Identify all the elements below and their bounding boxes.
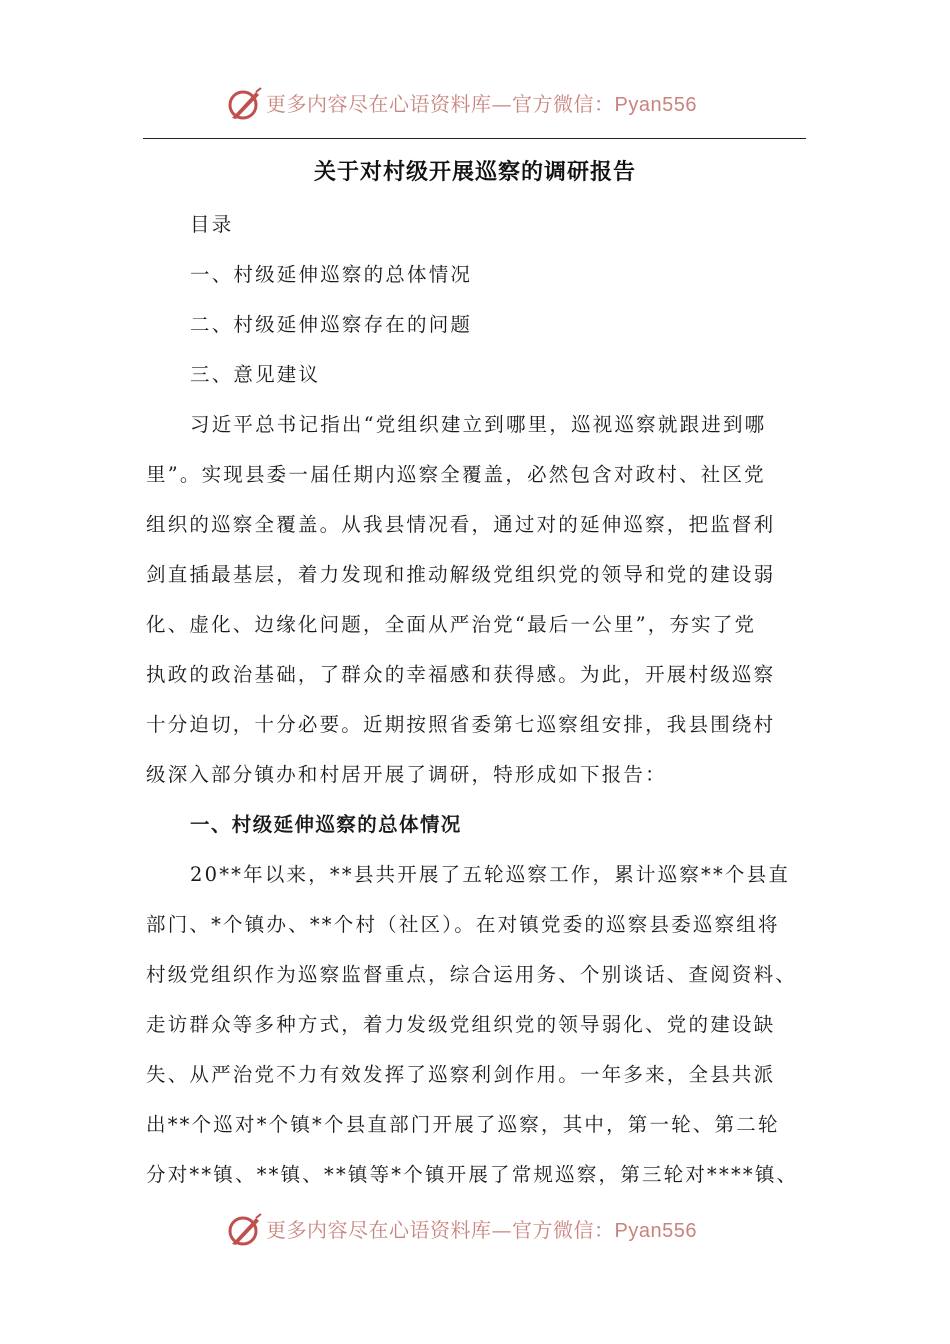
paragraph-line: 部门、*个镇办、**个村（社区）。在对镇党委的巡察县委巡察组将 (146, 913, 780, 936)
paragraph-line: 组织的巡察全覆盖。从我县情况看，通过对的延伸巡察，把监督利 (146, 513, 776, 536)
paragraph-line: 20**年以来，**县共开展了五轮巡察工作，累计巡察**个县直 (190, 863, 791, 886)
paragraph-line: 分对**镇、**镇、**镇等*个镇开展了常规巡察，第三轮对****镇、 (146, 1163, 799, 1186)
paragraph-line: 里”。实现县委一届任期内巡察全覆盖，必然包含对政村、社区党 (146, 463, 766, 486)
section-heading: 一、村级延伸巡察的总体情况 (190, 813, 462, 836)
header-divider (143, 138, 806, 139)
paragraph-line: 剑直插最基层，着力发现和推动解级党组织党的领导和党的建设弱 (146, 563, 776, 586)
banner-wechat-id: Pyan556 (614, 1220, 697, 1242)
paragraph-line: 出**个巡对*个镇*个县直部门开展了巡察，其中，第一轮、第二轮 (146, 1113, 780, 1136)
paragraph-line: 级深入部分镇办和村居开展了调研，特形成如下报告： (146, 763, 667, 786)
paragraph-line: 失、从严治党不力有效发挥了巡察利剑作用。一年多来，全县共派 (146, 1063, 776, 1086)
toc-item: 三、意见建议 (190, 363, 321, 386)
paragraph-line: 习近平总书记指出“党组织建立到哪里，巡视巡察就跟进到哪 (190, 413, 767, 436)
toc-heading: 目录 (190, 213, 234, 236)
header-banner (0, 84, 950, 124)
banner-wechat-id: Pyan556 (614, 94, 697, 116)
paragraph-line: 走访群众等多种方式，着力发级党组织党的领导弱化、党的建设缺 (146, 1013, 776, 1036)
toc-item: 二、村级延伸巡察存在的问题 (190, 313, 473, 336)
paragraph-line: 化、虚化、边缘化问题，全面从严治党“最后一公里”，夯实了党 (146, 613, 757, 636)
document-title: 关于对村级开展巡察的调研报告 (313, 160, 636, 185)
quill-logo-icon (226, 1212, 262, 1248)
banner-text: 更多内容尽在心语资料库—官方微信： (266, 92, 615, 116)
toc-item: 一、村级延伸巡察的总体情况 (190, 263, 473, 286)
banner-text: 更多内容尽在心语资料库—官方微信： (266, 1218, 615, 1242)
document-body (146, 200, 810, 1200)
paragraph-line: 村级党组织作为巡察监督重点，综合运用务、个别谈话、查阅资料、 (146, 963, 798, 986)
paragraph-line: 执政的政治基础，了群众的幸福感和获得感。为此，开展村级巡察 (146, 663, 776, 686)
paragraph-line: 十分迫切，十分必要。近期按照省委第七巡察组安排，我县围绕村 (146, 713, 776, 736)
footer-banner (0, 1210, 950, 1250)
quill-logo-icon (226, 86, 262, 122)
